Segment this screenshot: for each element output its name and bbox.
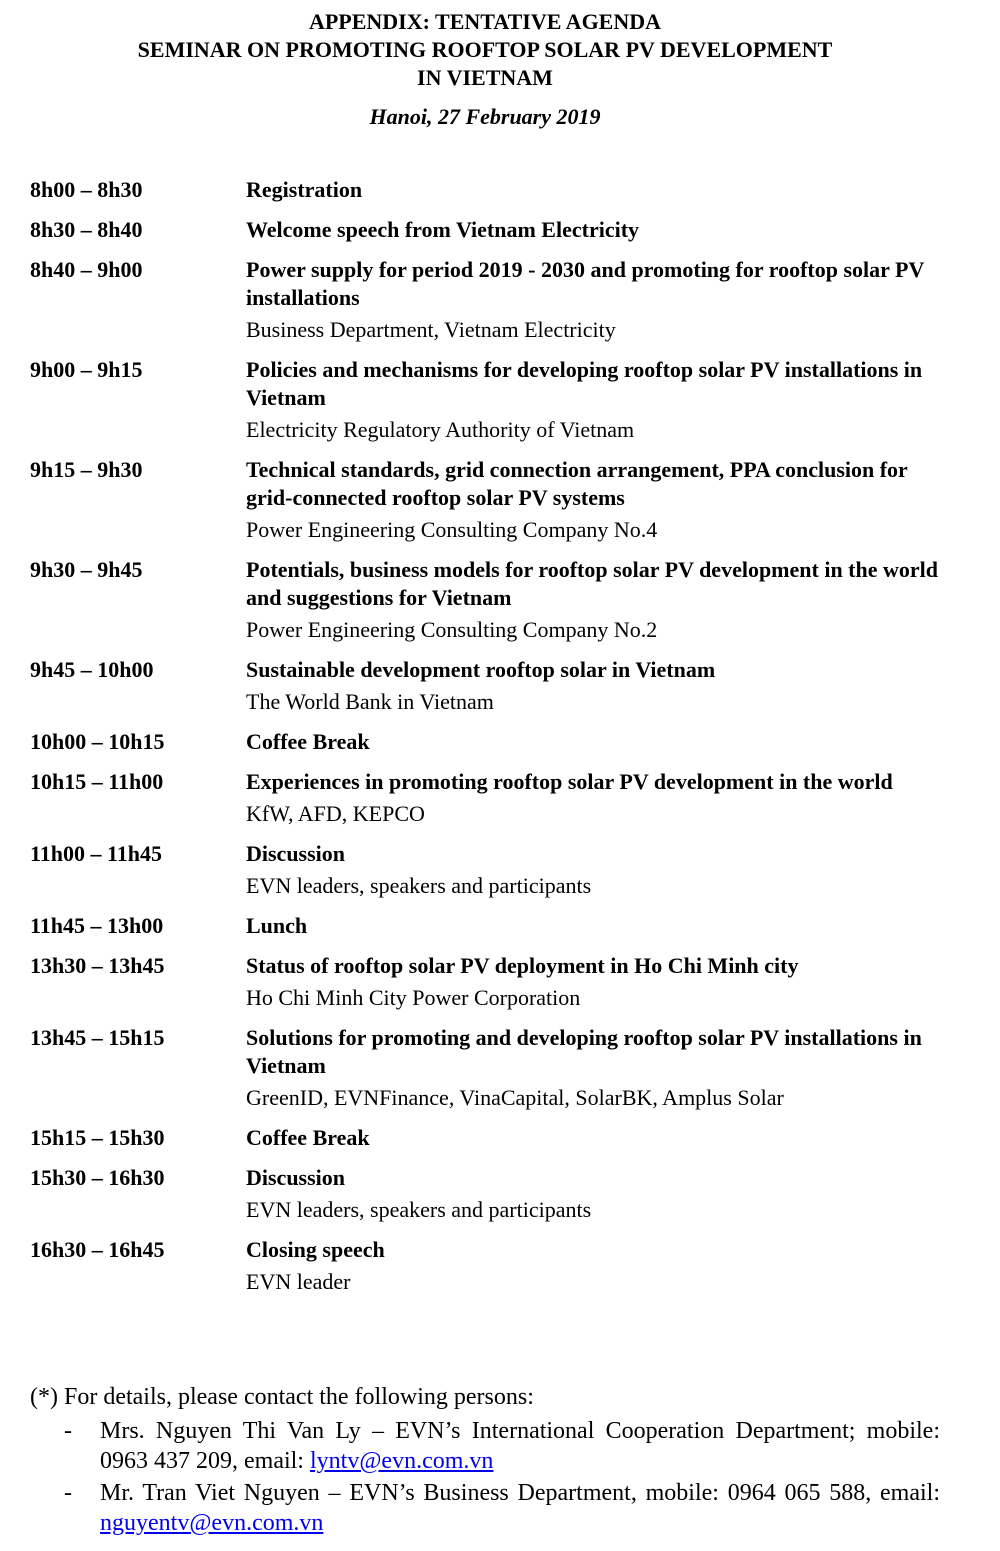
contact-intro: (*) For details, please contact the following persons: [30,1384,534,1410]
agenda-topic: Status of rooftop solar PV deployment in Ho Chi Minh city [246,953,799,978]
agenda-row [30,176,950,204]
agenda-topic: Welcome speech from Vietnam Electricity [246,217,640,242]
email-link[interactable]: lyntv@evn.com.vn [309,1448,494,1474]
agenda-row [30,356,950,444]
agenda-content [246,656,950,716]
agenda-row [30,656,950,716]
agenda-row [30,556,950,644]
list-dash: - [64,1480,72,1506]
contact-item [30,1478,940,1538]
agenda-content [246,356,950,444]
agenda-speaker: EVN leaders, speakers and participants [246,873,592,898]
agenda-speaker: The World Bank in Vietnam [246,689,494,714]
agenda-time: 15h30 – 16h30 [30,1165,165,1190]
agenda-row [30,1024,950,1112]
email-link[interactable]: nguyentv@evn.com.vn [100,1510,324,1536]
agenda-topic: Experiences in promoting rooftop solar PV development in the world [246,769,893,794]
agenda-topic: Registration [246,177,363,202]
agenda-content [246,556,950,644]
agenda-time: 8h30 – 8h40 [30,217,143,242]
agenda-content [246,176,950,204]
agenda-speaker: Power Engineering Consulting Company No.2 [246,617,658,642]
agenda-row [30,728,950,756]
agenda-row [30,1124,950,1152]
agenda-topic: Coffee Break [246,729,370,754]
agenda-row [30,1236,950,1296]
agenda-row [30,256,950,344]
agenda-time: 9h15 – 9h30 [30,457,143,482]
agenda-time: 10h00 – 10h15 [30,729,165,754]
agenda-row [30,456,950,544]
agenda-content [246,456,950,544]
agenda-time: 9h45 – 10h00 [30,657,154,682]
contact-section [30,1382,940,1540]
seminar-title-line2: IN VIETNAM [417,65,553,90]
contact-text [100,1416,940,1476]
agenda-topic: Solutions for promoting and developing rooftop solar PV installations in Vietnam [246,1025,922,1078]
agenda-time: 11h00 – 11h45 [30,841,163,866]
agenda-row [30,1164,950,1224]
agenda-row [30,840,950,900]
agenda-time: 13h30 – 13h45 [30,953,165,978]
agenda-topic: Power supply for period 2019 - 2030 and promoting for rooftop solar PV installations [246,257,924,310]
agenda-speaker: Business Department, Vietnam Electricity [246,317,616,342]
agenda-speaker: Ho Chi Minh City Power Corporation [246,985,581,1010]
agenda-topic: Technical standards, grid connection arrangement, PPA conclusion for grid-connected rooftop solar PV systems [246,457,908,510]
agenda-time: 10h15 – 11h00 [30,769,164,794]
agenda-content [246,1024,950,1112]
agenda-time: 11h45 – 13h00 [30,913,164,938]
contact-item [30,1416,940,1476]
agenda-speaker: GreenID, EVNFinance, VinaCapital, SolarBK, Amplus Solar [246,1085,784,1110]
contact-list [30,1416,940,1538]
agenda-speaker: EVN leaders, speakers and participants [246,1197,592,1222]
agenda-content [246,728,950,756]
agenda-content [246,1164,950,1224]
seminar-title-line1: SEMINAR ON PROMOTING ROOFTOP SOLAR PV DEVELOPMENT [137,37,833,62]
agenda-row [30,912,950,940]
agenda-content [246,256,950,344]
document-header [60,8,910,130]
agenda-speaker: Electricity Regulatory Authority of Vietnam [246,417,635,442]
agenda-content [246,952,950,1012]
agenda-list [30,176,950,1308]
agenda-speaker: KfW, AFD, KEPCO [246,801,425,826]
agenda-time: 8h40 – 9h00 [30,257,143,282]
agenda-topic: Closing speech [246,1237,385,1262]
agenda-time: 9h30 – 9h45 [30,557,143,582]
agenda-time: 9h00 – 9h15 [30,357,143,382]
agenda-content [246,840,950,900]
agenda-topic: Coffee Break [246,1125,370,1150]
agenda-row [30,952,950,1012]
agenda-content [246,1236,950,1296]
agenda-speaker: EVN leader [246,1269,351,1294]
list-dash: - [64,1418,72,1444]
contact-details: Mr. Tran Viet Nguyen – EVN’s Business Department, mobile: 0964 065 588, email: [100,1480,940,1506]
agenda-time: 15h15 – 15h30 [30,1125,165,1150]
agenda-speaker: Power Engineering Consulting Company No.4 [246,517,658,542]
agenda-topic: Lunch [246,913,308,938]
contact-details: Mrs. Nguyen Thi Van Ly – EVN’s International Cooperation Department; mobile: 0963 437 209, email: [100,1418,940,1474]
agenda-topic: Sustainable development rooftop solar in Vietnam [246,657,716,682]
location-date: Hanoi, 27 February 2019 [369,104,601,129]
agenda-time: 13h45 – 15h15 [30,1025,165,1050]
agenda-content [246,1124,950,1152]
contact-text [100,1478,940,1538]
agenda-row [30,216,950,244]
agenda-content [246,768,950,828]
agenda-topic: Discussion [246,1165,346,1190]
agenda-topic: Potentials, business models for rooftop solar PV development in the world and suggestions for Vietnam [246,557,939,610]
agenda-content [246,912,950,940]
appendix-title: APPENDIX: TENTATIVE AGENDA [308,9,662,34]
agenda-time: 8h00 – 8h30 [30,177,143,202]
agenda-row [30,768,950,828]
agenda-content [246,216,950,244]
agenda-topic: Policies and mechanisms for developing rooftop solar PV installations in Vietnam [246,357,923,410]
agenda-time: 16h30 – 16h45 [30,1237,165,1262]
agenda-topic: Discussion [246,841,346,866]
